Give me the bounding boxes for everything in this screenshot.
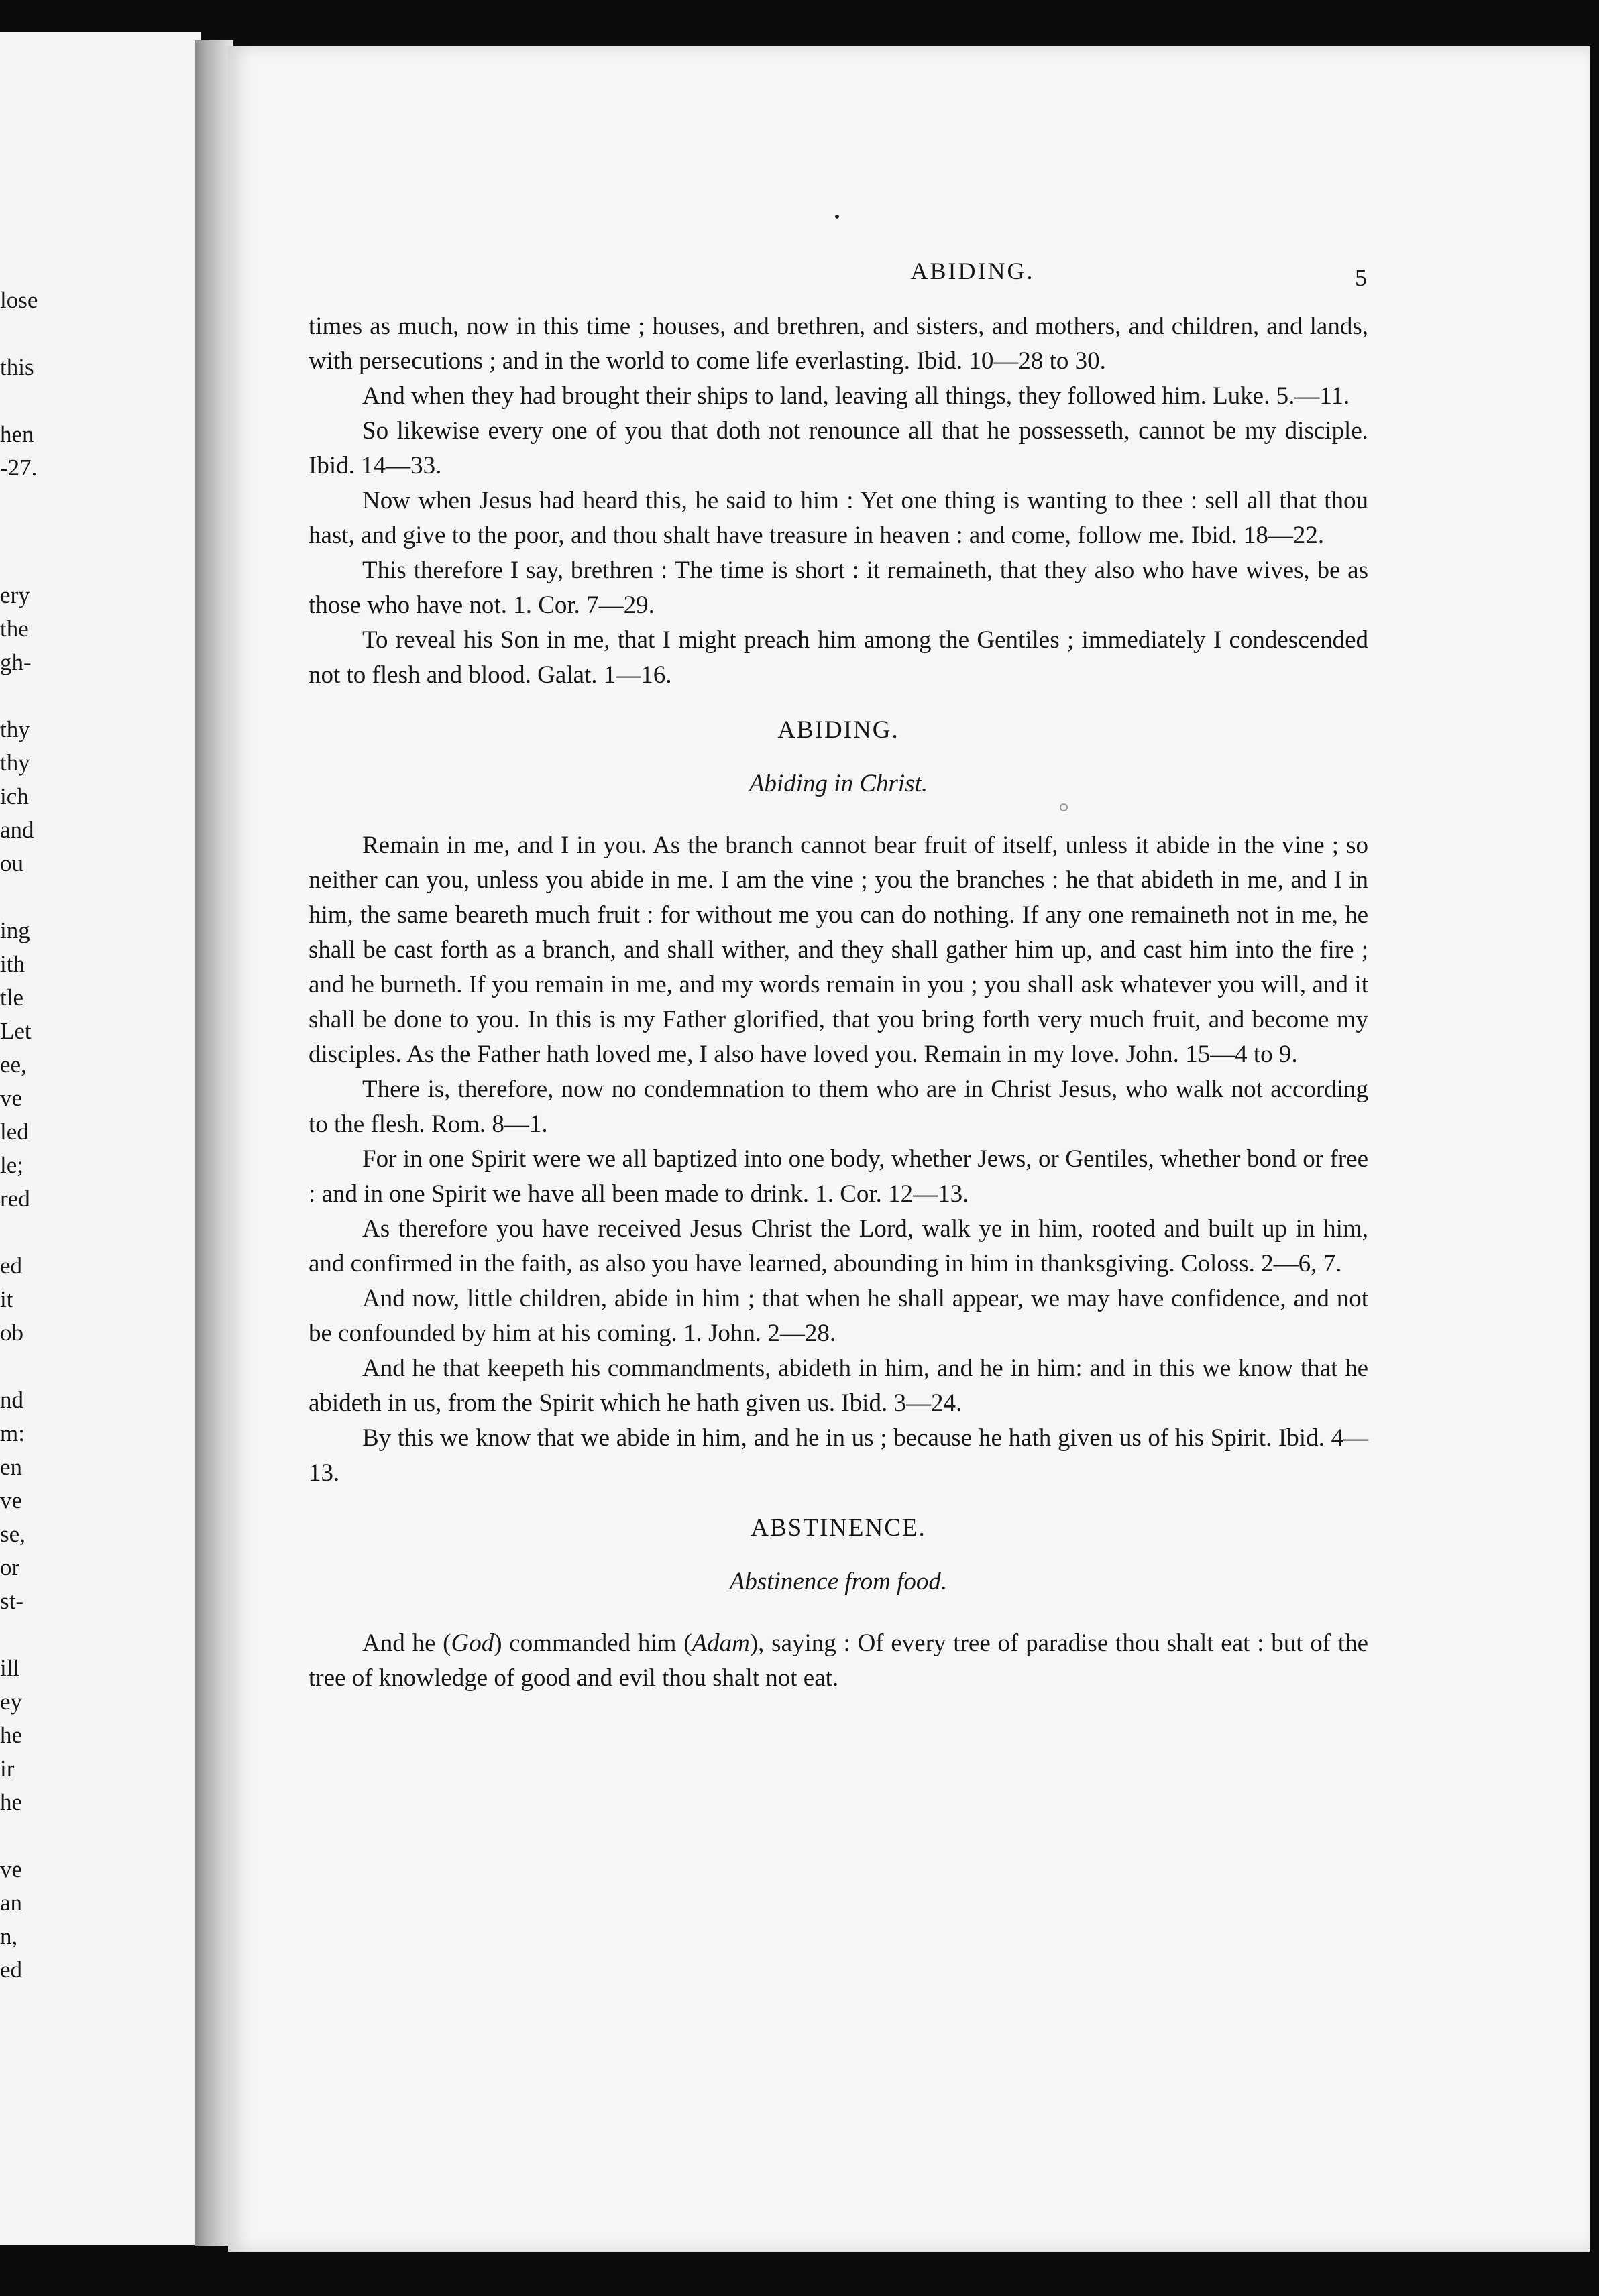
left-page-fragment: ve xyxy=(0,1085,23,1111)
italic-name: Adam xyxy=(692,1629,750,1657)
left-page-fragment: or xyxy=(0,1554,20,1581)
paragraph: And he that keepeth his commandments, abideth in him, and he in him: and in this we know that he abideth in us, from the Spirit which he hath given us. Ibid. 3—24. xyxy=(309,1355,1368,1417)
left-page-fragment: Let xyxy=(0,1018,32,1044)
paragraph: Remain in me, and I in you. As the branch cannot bear fruit of itself, unless it abide in the vine ; so neither can you, unless you abide in me. I am the vine ; you the branches : he that abideth in me, and I in him, the same beareth much fruit : for without me you can do nothing. If any one remaineth not in me, he shall be cast forth as a branch, and shall wither, and they shall gather him up, and cast him into the fire ; and he burneth. If you remain in me, and my words remain in you ; you shall ask whatever you will, and it shall be done to you. In this is my Father glorified, that you bring forth very much fruit, and become my disciples. As the Father hath loved me, I also have loved you. Remain in my love. John. 15—4 to 9. xyxy=(309,831,1368,1068)
left-page-fragment: ve xyxy=(0,1487,23,1513)
paragraph: times as much, now in this time ; houses, and brethren, and sisters, and mothers, and children, and lands, with persecutions ; and in the world to come life everlasting. Ibid. 10—28 to 30. xyxy=(309,312,1368,375)
paragraph: By this we know that we abide in him, and he in us ; because he hath given us of his Spirit. Ibid. 4—13. xyxy=(309,1424,1368,1487)
left-page-fragment: ing xyxy=(0,917,30,943)
left-page-fragment: ey xyxy=(0,1688,23,1715)
left-page-fragment: ed xyxy=(0,1957,23,1983)
left-page-fragment: ve xyxy=(0,1856,23,1882)
left-page-fragment: ith xyxy=(0,951,25,977)
left-page-fragment: this xyxy=(0,354,34,380)
left-page-fragment: ich xyxy=(0,783,29,809)
left-page-fragment: tle xyxy=(0,984,23,1011)
left-page-fragment: n, xyxy=(0,1923,18,1949)
left-page-fragment: red xyxy=(0,1186,30,1212)
paragraph: For in one Spirit were we all baptized into one body, whether Jews, or Gentiles, whether bond or free : and in one Spirit we have all been made to drink. 1. Cor. 12—13. xyxy=(309,1145,1368,1208)
left-page-fragment: ery xyxy=(0,582,30,608)
running-head: ABIDING. xyxy=(910,257,1035,284)
left-page-fragment: ob xyxy=(0,1320,23,1346)
paragraph: To reveal his Son in me, that I might preach him among the Gentiles ; immediately I condescended not to flesh and blood. Galat. 1—16. xyxy=(309,626,1368,689)
left-page-edge xyxy=(0,32,201,2245)
left-page-fragment: lose xyxy=(0,287,38,313)
left-page-fragment: led xyxy=(0,1118,29,1145)
left-page-fragment: ou xyxy=(0,850,23,876)
text-run: ) commanded him ( xyxy=(494,1629,692,1657)
left-page-fragment: and xyxy=(0,817,34,843)
text-run: And he ( xyxy=(362,1629,451,1657)
left-page-fragment: ee, xyxy=(0,1051,27,1078)
left-page-fragment: the xyxy=(0,616,29,642)
left-page-fragment: st- xyxy=(0,1588,23,1614)
left-page-fragment: thy xyxy=(0,716,30,742)
section-heading-abiding: ABIDING. xyxy=(777,716,899,744)
paragraph: And now, little children, abide in him ; that when he shall appear, we may have confidence, and not be confounded by him at his coming. 1. John. 2—28. xyxy=(309,1285,1368,1347)
left-page-fragment: se, xyxy=(0,1521,25,1547)
left-page-fragment: it xyxy=(0,1286,13,1312)
paragraph: So likewise every one of you that doth not renounce all that he possesseth, cannot be my disciple. Ibid. 14—33. xyxy=(309,417,1368,479)
page-body xyxy=(309,309,1368,1696)
left-page-fragment: -27. xyxy=(0,455,38,481)
section-heading-abstinence: ABSTINENCE. xyxy=(751,1514,926,1542)
left-page-fragment: an xyxy=(0,1890,23,1916)
left-page-fragment: ed xyxy=(0,1253,23,1279)
left-page-fragment: le; xyxy=(0,1152,23,1178)
text-run: ), saying : Of every tree of paradise thou shalt eat : but of the tree of knowledge of good and evil thou shalt not eat. xyxy=(309,1629,1369,1692)
left-page-fragment: he xyxy=(0,1722,23,1748)
left-page-fragment: he xyxy=(0,1789,23,1815)
paragraph: And when they had brought their ships to land, leaving all things, they followed him. Luke. 5.—11. xyxy=(362,382,1350,410)
paragraph: As therefore you have received Jesus Christ the Lord, walk ye in him, rooted and built up in him, and confirmed in the faith, as also you have learned, abounding in him in thanksgiving. Coloss. 2—6, 7. xyxy=(309,1215,1368,1277)
italic-name: God xyxy=(451,1629,494,1657)
paragraph: Now when Jesus had heard this, he said to him : Yet one thing is wanting to thee : sell all that thou hast, and give to the poor, and thou shalt have treasure in heaven : and come, follow me. Ibid. 18—22. xyxy=(309,487,1368,549)
left-page-fragment: ill xyxy=(0,1655,20,1681)
subheading-abstinence-from-food: Abstinence from food. xyxy=(729,1568,948,1595)
paragraph xyxy=(309,1626,1368,1696)
subheading-abiding-in-christ: Abiding in Christ. xyxy=(749,770,928,797)
page-number: 5 xyxy=(1355,264,1367,291)
left-page-fragment: thy xyxy=(0,750,30,776)
left-page-text-fragments xyxy=(0,32,201,2245)
left-page-fragment: nd xyxy=(0,1387,23,1413)
paragraph: This therefore I say, brethren : The time is short : it remaineth, that they also who have wives, be as those who have not. 1. Cor. 7—29. xyxy=(309,557,1368,619)
left-page-fragment: hen xyxy=(0,421,34,447)
right-page xyxy=(228,46,1590,2252)
left-page-fragment: m: xyxy=(0,1420,25,1446)
left-page-fragment: en xyxy=(0,1454,23,1480)
paragraph: There is, therefore, now no condemnation to them who are in Christ Jesus, who walk not according to the flesh. Rom. 8—1. xyxy=(309,1076,1368,1138)
left-page-fragment: ir xyxy=(0,1756,15,1782)
left-page-fragment: gh- xyxy=(0,649,32,675)
print-speck xyxy=(835,215,839,219)
